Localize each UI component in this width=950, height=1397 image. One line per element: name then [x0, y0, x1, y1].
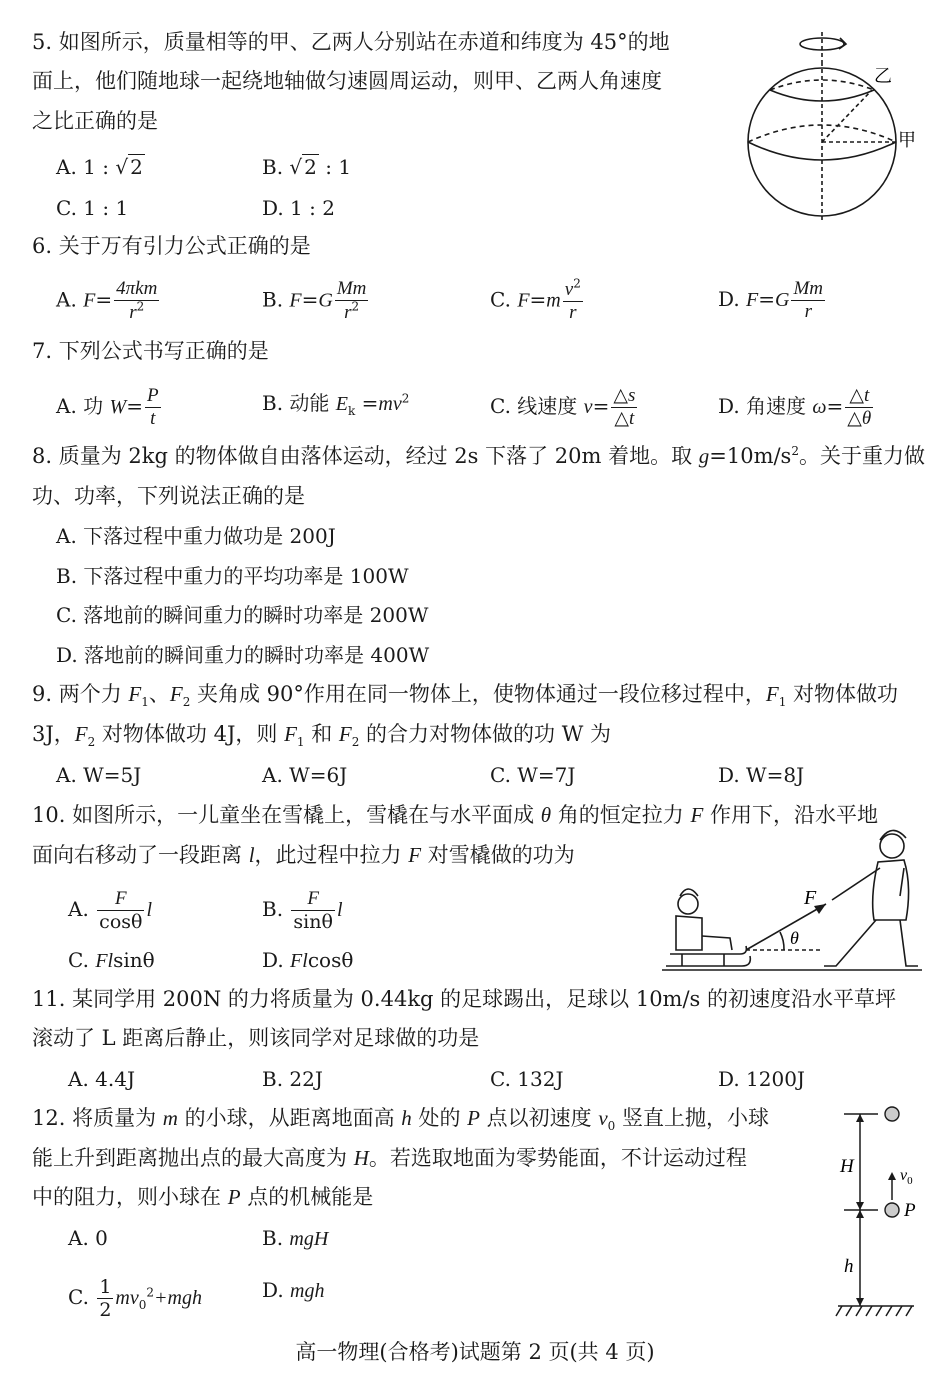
q8-option-c: C. 落地前的瞬间重力的瞬时功率是 200W	[56, 603, 429, 627]
q11-option-d: D. 1200J	[718, 1067, 805, 1091]
q6-option-d: D. F=G $\frac{Mm}{r}$	[718, 278, 824, 322]
q8-option-a: A. 下落过程中重力做功是 200J	[56, 524, 336, 548]
force-label: F	[804, 887, 817, 909]
earth-figure	[740, 30, 930, 230]
q9-option-c: C. W=7J	[490, 763, 576, 787]
label-H: H	[840, 1156, 854, 1177]
q9-option-a: A. W=5J	[56, 763, 142, 787]
q5-stem-line2: 面上，他们随地球一起绕地轴做匀速圆周运动，则甲、乙两人角速度	[32, 69, 662, 93]
q8-option-b: B. 下落过程中重力的平均功率是 100W	[56, 564, 409, 588]
throw-figure	[834, 1100, 934, 1325]
q8-stem-line1: 8. 质量为 2kg 的物体做自由落体运动，经过 2s 下落了 20m 着地。取 $g=10m/s^2$。关于重力做	[32, 444, 925, 468]
q12-option-c: C. $\frac{1}{2}$ $mv_0^2+mgh$	[68, 1276, 202, 1321]
angle-label: θ	[790, 928, 799, 948]
label-v0: $v_0$	[900, 1167, 913, 1187]
q7-stem: 7. 下列公式书写正确的是	[32, 339, 269, 363]
q10-option-c: C. Flsinθ	[68, 948, 155, 972]
q6-option-b: B. F=G $\frac{Mm}{r^2}$	[262, 278, 367, 323]
q7-option-c: C. 线速度 v= $\frac{\triangle s}{\triangle t}$	[490, 385, 636, 429]
q9-stem-line2: 3J，$F_2$ 对物体做功 4J，则 $F_1$ 和 $F_2$ 的合力对物体做的功 W 为	[32, 722, 611, 750]
q5-option-b: B. √ 2 : 1	[262, 155, 352, 179]
q5-stem-line1: 5. 如图所示，质量相等的甲、乙两人分别站在赤道和纬度为 45°的地	[32, 30, 670, 54]
q11-option-b: B. 22J	[262, 1067, 323, 1091]
q12-option-d: D. mgh	[262, 1278, 325, 1302]
label-jia: 甲	[898, 130, 916, 150]
label-P: P	[904, 1200, 916, 1221]
q10-option-a: A. $\frac{F}{\cos\theta}$ l	[68, 888, 153, 933]
q7-option-d: D. 角速度 ω= $\frac{\triangle t}{\triangle\theta}$	[718, 385, 872, 429]
q11-stem-line1: 11. 某同学用 200N 的力将质量为 0.44kg 的足球踢出，足球以 10m/s 的初速度沿水平草坪	[32, 987, 896, 1011]
q10-stem-line2: 面向右移动了一段距离 l，此过程中拉力 F 对雪橇做的功为	[32, 843, 575, 867]
q12-option-a: A. 0	[68, 1226, 108, 1250]
q11-stem-line2: 滚动了 L 距离后静止，则该同学对足球做的功是	[32, 1026, 480, 1050]
q5-stem-line3: 之比正确的是	[32, 109, 158, 133]
label-yi: 乙	[874, 66, 892, 86]
q9-option-b: A. W=6J	[262, 763, 348, 787]
q9-option-d: D. W=8J	[718, 763, 805, 787]
q7-option-b: B. 动能 $E_k =mv^2$	[262, 391, 410, 418]
q7-option-a: A. 功 W= $\frac{P}{t}$	[56, 385, 159, 429]
q11-option-a: A. 4.4J	[68, 1067, 135, 1091]
q12-stem-line1: 12. 将质量为 m 的小球，从距离地面高 h 处的 P 点以初速度 $v_0$ 竖直上抛，小球	[32, 1106, 769, 1134]
q12-stem-line3: 中的阻力，则小球在 P 点的机械能是	[32, 1185, 374, 1209]
q11-option-c: C. 132J	[490, 1067, 564, 1091]
q9-stem-line1: 9. 两个力 $F_1$、$F_2$ 夹角成 90°作用在同一物体上，使物体通过一段位移过程中，$F_1$ 对物体做功	[32, 682, 899, 710]
q6-stem: 6. 关于万有引力公式正确的是	[32, 234, 311, 258]
q10-stem-line1: 10. 如图所示，一儿童坐在雪橇上，雪橇在与水平面成 θ 角的恒定拉力 F 作用下，沿水平地	[32, 803, 878, 827]
page-footer: 高一物理(合格考)试题第 2 页(共 4 页)	[295, 1340, 655, 1364]
q8-stem-line2: 功、功率，下列说法正确的是	[32, 484, 305, 508]
label-h: h	[844, 1256, 854, 1277]
q5-option-a: A. 1 : √ 2	[56, 155, 143, 179]
q12-stem-line2: 能上升到距离抛出点的最大高度为 H。若选取地面为零势能面，不计运动过程	[32, 1146, 747, 1170]
q12-option-b: B. mgH	[262, 1226, 329, 1250]
q10-option-b: B. $\frac{F}{\sin\theta}$ l	[262, 888, 343, 933]
q10-option-d: D. Flcosθ	[262, 948, 354, 972]
sled-figure	[662, 826, 930, 976]
q5-option-c: C. 1 : 1	[56, 196, 129, 220]
q5-option-d: D. 1 : 2	[262, 196, 335, 220]
q8-option-d: D. 落地前的瞬间重力的瞬时功率是 400W	[56, 643, 430, 667]
q6-option-a: A. F= $\frac{\text{4πkm}}{r^2}$	[56, 278, 158, 323]
q6-option-c: C. F=m $\frac{v^2}{r}$	[490, 276, 581, 323]
